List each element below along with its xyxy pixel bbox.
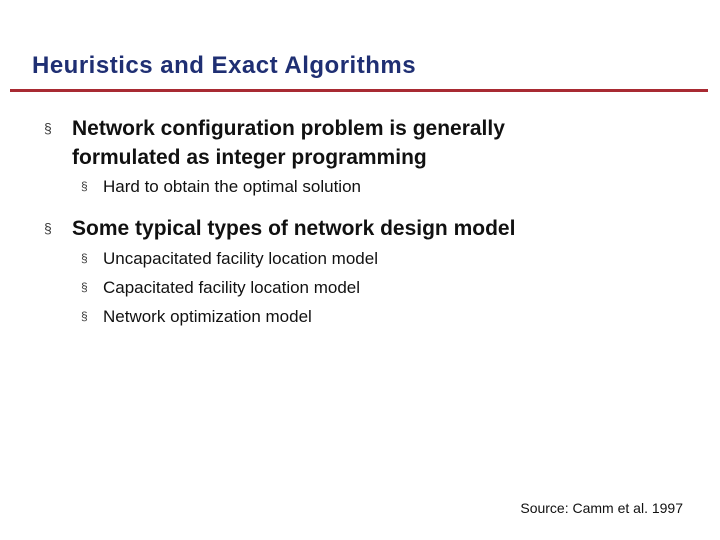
sub-bullet-text: Uncapacitated facility location model [103, 249, 378, 268]
sub-bullet-item [81, 302, 312, 331]
sub-bullet-marker-icon: § [81, 309, 88, 323]
sub-bullet-marker-icon: § [81, 251, 88, 265]
source-citation: Source: Camm et al. 1997 [520, 500, 683, 516]
bullet-item [44, 114, 505, 172]
sub-bullet-text: Hard to obtain the optimal solution [103, 177, 361, 196]
sub-bullet-item [81, 244, 378, 273]
sub-bullet-marker-icon: § [81, 280, 88, 294]
bullet-text-line: formulated as integer programming [72, 146, 427, 169]
bullet-item [44, 214, 515, 243]
bullet-text-line: Network configuration problem is generally [72, 117, 505, 140]
sub-bullet-text: Network optimization model [103, 307, 312, 326]
title-divider [10, 89, 708, 92]
bullet-text-line: Some typical types of network design model [72, 217, 516, 240]
sub-bullet-item [81, 273, 360, 302]
slide-title: Heuristics and Exact Algorithms [32, 52, 417, 79]
bullet-marker-icon: § [44, 220, 52, 236]
sub-bullet-item [81, 172, 361, 201]
sub-bullet-marker-icon: § [81, 179, 88, 193]
sub-bullet-text: Capacitated facility location model [103, 278, 361, 297]
bullet-marker-icon: § [44, 120, 52, 136]
